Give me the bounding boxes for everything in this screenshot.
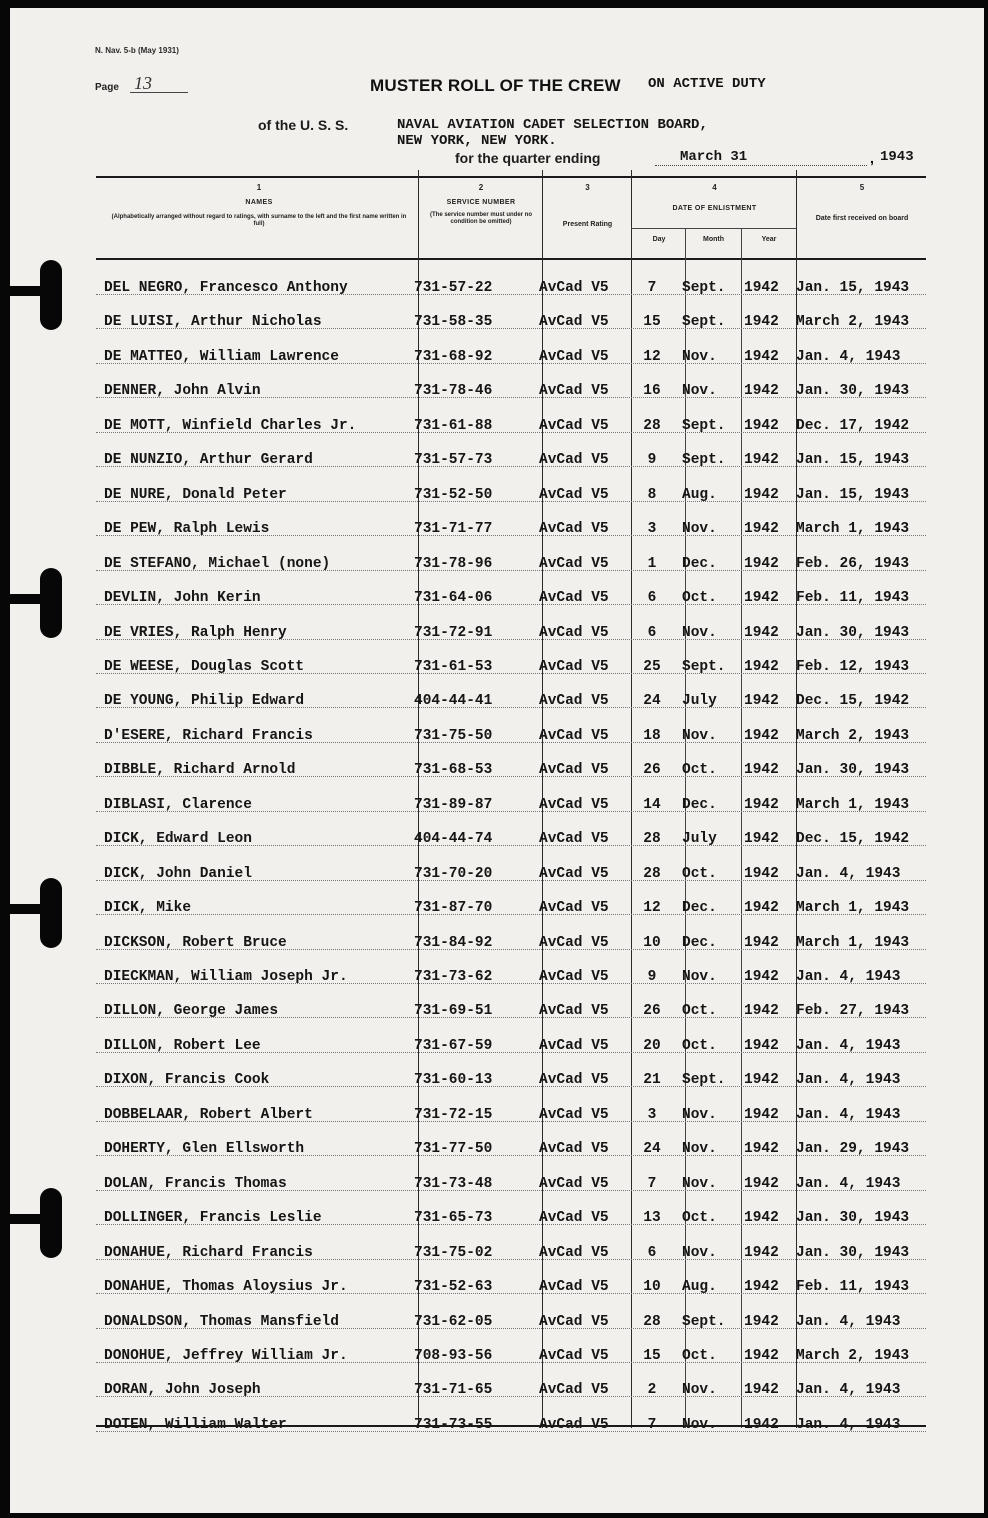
table-row: [96, 487, 926, 507]
service-number-cell: 708-93-56: [414, 1347, 493, 1364]
rating-cell: AvCad V5: [539, 314, 609, 331]
service-number-cell: 731-57-22: [414, 280, 493, 296]
rating-cell: AvCad V5: [539, 1382, 609, 1399]
rating-cell: AvCad V5: [539, 762, 609, 779]
name-cell: DE STEFANO, Michael (none): [104, 555, 331, 572]
table-row: [96, 1176, 926, 1196]
enlistment-month-cell: Sept.: [682, 658, 726, 675]
table-row: [96, 349, 926, 369]
received-date-cell: Jan. 15, 1943: [796, 452, 910, 469]
received-date-cell: Dec. 15, 1942: [796, 693, 910, 710]
name-cell: DE VRIES, Ralph Henry: [104, 624, 287, 641]
received-date-cell: March 1, 1943: [796, 521, 910, 538]
ship-location: NEW YORK, NEW YORK.: [397, 133, 557, 149]
table-row: [96, 1210, 926, 1230]
received-date-cell: Feb. 27, 1943: [796, 1003, 910, 1020]
enlistment-month-cell: Sept.: [682, 1313, 726, 1330]
name-cell: DIXON, Francis Cook: [104, 1072, 270, 1089]
table-row: [96, 521, 926, 541]
enlistment-month-cell: Sept.: [682, 417, 726, 434]
enlistment-day-cell: 6: [647, 624, 657, 641]
service-number-cell: 731-64-06: [414, 590, 493, 607]
service-number-cell: 731-61-88: [414, 417, 493, 434]
rating-cell: AvCad V5: [539, 417, 609, 434]
service-number-cell: 731-73-48: [414, 1175, 493, 1192]
table-row: [96, 728, 926, 748]
enlistment-year-cell: 1942: [744, 1175, 779, 1192]
rating-cell: AvCad V5: [539, 280, 609, 296]
enlistment-month-cell: Nov.: [682, 624, 717, 641]
enlistment-day-header: Day: [652, 236, 666, 243]
service-number-cell: 731-78-96: [414, 555, 493, 572]
service-number-cell: 731-69-51: [414, 1003, 493, 1020]
name-cell: DOTEN, William Walter: [104, 1416, 287, 1433]
enlistment-year-cell: 1942: [744, 1279, 779, 1296]
enlistment-month-cell: Dec.: [682, 555, 717, 572]
enlistment-month-cell: Oct.: [682, 590, 717, 607]
received-date-cell: March 2, 1943: [796, 314, 910, 331]
table-row: [96, 900, 926, 920]
rating-cell: AvCad V5: [539, 590, 609, 607]
enlistment-year-cell: 1942: [744, 1003, 779, 1020]
enlistment-year-cell: 1942: [744, 658, 779, 675]
rating-cell: AvCad V5: [539, 383, 609, 400]
name-cell: D'ESERE, Richard Francis: [104, 727, 313, 744]
enlistment-year-cell: 1942: [744, 280, 779, 296]
received-date-cell: March 1, 1943: [796, 934, 910, 951]
rating-cell: AvCad V5: [539, 865, 609, 882]
rating-cell: AvCad V5: [539, 1210, 609, 1227]
enlistment-day-cell: 14: [643, 796, 661, 813]
service-number-cell: 731-73-62: [414, 969, 493, 985]
ship-name: NAVAL AVIATION CADET SELECTION BOARD,: [397, 117, 708, 133]
service-number-cell: 731-60-13: [414, 1072, 493, 1089]
enlistment-month-cell: Nov.: [682, 1382, 717, 1399]
name-cell: DE WEESE, Douglas Scott: [104, 658, 305, 675]
enlistment-month-cell: Dec.: [682, 796, 717, 813]
service-number-cell: 731-52-63: [414, 1279, 493, 1296]
enlistment-day-cell: 12: [643, 348, 661, 365]
enlistment-year-cell: 1942: [744, 762, 779, 779]
received-date-cell: Jan. 30, 1943: [796, 624, 910, 641]
enlistment-year-cell: 1942: [744, 969, 779, 985]
rating-cell: AvCad V5: [539, 1416, 609, 1433]
service-number-cell: 731-73-55: [414, 1416, 493, 1433]
quarter-line: [655, 165, 867, 166]
enlistment-month-cell: Nov.: [682, 1106, 717, 1123]
rating-cell: AvCad V5: [539, 452, 609, 469]
enlistment-day-cell: 20: [643, 1037, 661, 1054]
name-cell: DILLON, George James: [104, 1003, 279, 1020]
enlistment-year-cell: 1942: [744, 348, 779, 365]
service-number-cell: 731-62-05: [414, 1313, 493, 1330]
table-row: [96, 762, 926, 782]
table-row: [96, 1279, 926, 1299]
table-row: [96, 1038, 926, 1058]
enlistment-year-cell: 1942: [744, 796, 779, 813]
received-date-cell: Jan. 4, 1943: [796, 1106, 901, 1123]
enlistment-year-cell: 1942: [744, 934, 779, 951]
name-cell: DORAN, John Joseph: [104, 1382, 261, 1399]
enlistment-subheader-rule: [631, 228, 796, 229]
service-number-cell: 731-77-50: [414, 1141, 493, 1158]
service-number-cell: 731-57-73: [414, 452, 493, 469]
received-date-cell: Jan. 29, 1943: [796, 1141, 910, 1158]
header-top-rule: [96, 176, 926, 178]
table-row: [96, 418, 926, 438]
enlistment-month-header: Month: [703, 236, 724, 243]
name-cell: DICK, Mike: [104, 900, 192, 917]
table-row: [96, 935, 926, 955]
received-date-cell: March 2, 1943: [796, 1347, 910, 1364]
enlistment-day-cell: 16: [643, 383, 661, 400]
name-cell: DONAHUE, Richard Francis: [104, 1244, 313, 1261]
enlistment-day-cell: 1: [647, 555, 657, 572]
name-cell: DICK, John Daniel: [104, 865, 252, 882]
rating-cell: AvCad V5: [539, 1072, 609, 1089]
page-number-line: [130, 92, 188, 93]
name-cell: DEVLIN, John Kerin: [104, 590, 261, 607]
rating-cell: AvCad V5: [539, 727, 609, 744]
rating-cell: AvCad V5: [539, 1106, 609, 1123]
name-cell: DOBBELAAR, Robert Albert: [104, 1106, 313, 1123]
name-cell: DE LUISI, Arthur Nicholas: [104, 314, 322, 331]
enlistment-month-cell: Sept.: [682, 280, 726, 296]
enlistment-month-cell: Sept.: [682, 452, 726, 469]
table-row: [96, 1314, 926, 1334]
rating-cell: AvCad V5: [539, 658, 609, 675]
received-date-cell: Feb. 26, 1943: [796, 555, 910, 572]
name-cell: DOLAN, Francis Thomas: [104, 1175, 287, 1192]
received-date-cell: Feb. 12, 1943: [796, 658, 910, 675]
rating-cell: AvCad V5: [539, 796, 609, 813]
name-cell: DIBLASI, Clarence: [104, 796, 252, 813]
service-number-cell: 731-75-02: [414, 1244, 493, 1261]
name-cell: DE YOUNG, Philip Edward: [104, 693, 305, 710]
enlistment-month-cell: Oct.: [682, 1037, 717, 1054]
table-row: [96, 314, 926, 334]
enlistment-year-cell: 1942: [744, 383, 779, 400]
enlistment-day-cell: 2: [647, 1382, 657, 1399]
table-row: [96, 1141, 926, 1161]
rating-cell: AvCad V5: [539, 1313, 609, 1330]
enlistment-day-cell: 28: [643, 831, 661, 848]
enlistment-day-cell: 15: [643, 1347, 661, 1364]
name-cell: DONALDSON, Thomas Mansfield: [104, 1313, 339, 1330]
received-date-cell: Jan. 30, 1943: [796, 1210, 910, 1227]
present-rating-header: 3 Present Rating: [562, 183, 613, 228]
received-date-cell: Jan. 4, 1943: [796, 1416, 901, 1433]
service-number-cell: 731-71-65: [414, 1382, 493, 1399]
rating-cell: AvCad V5: [539, 693, 609, 710]
name-cell: DE MATTEO, William Lawrence: [104, 348, 339, 365]
enlistment-year-cell: 1942: [744, 1141, 779, 1158]
service-number-cell: 731-68-53: [414, 762, 493, 779]
table-row: [96, 625, 926, 645]
enlistment-day-cell: 3: [647, 521, 657, 538]
received-date-cell: Jan. 15, 1943: [796, 486, 910, 503]
enlistment-day-cell: 21: [643, 1072, 661, 1089]
received-date-cell: Dec. 17, 1942: [796, 417, 910, 434]
form-number: N. Nav. 5-b (May 1931): [95, 46, 179, 55]
received-date-cell: Jan. 4, 1943: [796, 1313, 901, 1330]
received-date-cell: Feb. 11, 1943: [796, 1279, 910, 1296]
received-date-cell: Jan. 30, 1943: [796, 762, 910, 779]
table-row: [96, 866, 926, 886]
enlistment-month-cell: Nov.: [682, 348, 717, 365]
service-number-cell: 731-72-15: [414, 1106, 493, 1123]
enlistment-day-cell: 12: [643, 900, 661, 917]
received-date-cell: March 1, 1943: [796, 796, 910, 813]
enlistment-month-cell: Dec.: [682, 900, 717, 917]
enlistment-month-cell: Oct.: [682, 1003, 717, 1020]
name-cell: DENNER, John Alvin: [104, 383, 261, 400]
name-cell: DONOHUE, Jeffrey William Jr.: [104, 1347, 348, 1364]
rating-cell: AvCad V5: [539, 1037, 609, 1054]
enlistment-year-cell: 1942: [744, 1244, 779, 1261]
enlistment-month-cell: Dec.: [682, 934, 717, 951]
rating-cell: AvCad V5: [539, 624, 609, 641]
enlistment-day-cell: 26: [643, 1003, 661, 1020]
enlistment-day-cell: 15: [643, 314, 661, 331]
received-date-cell: Dec. 15, 1942: [796, 831, 910, 848]
name-cell: DONAHUE, Thomas Aloysius Jr.: [104, 1279, 348, 1296]
enlistment-year-cell: 1942: [744, 590, 779, 607]
service-number-cell: 731-65-73: [414, 1210, 493, 1227]
enlistment-month-cell: Oct.: [682, 762, 717, 779]
enlistment-year-cell: 1942: [744, 314, 779, 331]
name-cell: DE MOTT, Winfield Charles Jr.: [104, 417, 357, 434]
enlistment-month-cell: July: [682, 693, 717, 710]
enlistment-year-cell: 1942: [744, 417, 779, 434]
rating-cell: AvCad V5: [539, 934, 609, 951]
enlistment-day-cell: 7: [647, 1416, 657, 1433]
enlistment-day-cell: 10: [643, 934, 661, 951]
table-row: [96, 590, 926, 610]
enlistment-day-cell: 10: [643, 1279, 661, 1296]
name-cell: DOLLINGER, Francis Leslie: [104, 1210, 322, 1227]
enlistment-month-cell: Oct.: [682, 1347, 717, 1364]
name-cell: DIECKMAN, William Joseph Jr.: [104, 969, 348, 985]
enlistment-month-cell: Nov.: [682, 1141, 717, 1158]
enlistment-day-cell: 7: [647, 280, 657, 296]
service-number-cell: 731-87-70: [414, 900, 493, 917]
enlistment-month-cell: Nov.: [682, 383, 717, 400]
enlistment-year-cell: 1942: [744, 693, 779, 710]
service-number-cell: 731-67-59: [414, 1037, 493, 1054]
quarter-value: March 31: [680, 149, 748, 165]
enlistment-month-cell: Nov.: [682, 1416, 717, 1433]
enlistment-year-cell: 1942: [744, 727, 779, 744]
table-row: [96, 1107, 926, 1127]
service-number-cell: 731-78-46: [414, 383, 493, 400]
table-row: [96, 659, 926, 679]
table-row: [96, 831, 926, 851]
received-date-cell: Jan. 4, 1943: [796, 1382, 901, 1399]
received-date-cell: Jan. 4, 1943: [796, 969, 901, 985]
rating-cell: AvCad V5: [539, 900, 609, 917]
table-row: [96, 383, 926, 403]
name-cell: DE PEW, Ralph Lewis: [104, 521, 270, 538]
rating-cell: AvCad V5: [539, 1003, 609, 1020]
enlistment-year-cell: 1942: [744, 1347, 779, 1364]
table-row: [96, 556, 926, 576]
enlistment-year-cell: 1942: [744, 1210, 779, 1227]
name-cell: DIBBLE, Richard Arnold: [104, 762, 296, 779]
rating-cell: AvCad V5: [539, 555, 609, 572]
received-date-cell: Jan. 4, 1943: [796, 348, 901, 365]
document-title: MUSTER ROLL OF THE CREW: [370, 76, 621, 95]
service-number-cell: 731-58-35: [414, 314, 493, 331]
rating-cell: AvCad V5: [539, 521, 609, 538]
service-number-cell: 731-84-92: [414, 934, 493, 951]
rating-cell: AvCad V5: [539, 831, 609, 848]
enlistment-month-cell: Nov.: [682, 969, 717, 985]
enlistment-day-cell: 6: [647, 590, 657, 607]
table-row: [96, 1072, 926, 1092]
enlistment-day-cell: 24: [643, 1141, 661, 1158]
name-cell: DILLON, Robert Lee: [104, 1037, 261, 1054]
service-number-cell: 731-89-87: [414, 796, 493, 813]
enlistment-month-cell: Nov.: [682, 521, 717, 538]
enlistment-date-header: 4 DATE OF ENLISTMENT: [672, 183, 757, 212]
rating-cell: AvCad V5: [539, 1347, 609, 1364]
service-number-header: 2 SERVICE NUMBER (The service number must under no condition be omitted): [429, 183, 533, 226]
enlistment-day-cell: 26: [643, 762, 661, 779]
received-date-header: 5 Date first received on board: [815, 183, 909, 222]
enlistment-day-cell: 25: [643, 658, 661, 675]
service-number-cell: 404-44-41: [414, 693, 493, 710]
table-row: [96, 1348, 926, 1368]
enlistment-day-cell: 7: [647, 1175, 657, 1192]
rating-cell: AvCad V5: [539, 969, 609, 985]
enlistment-year-cell: 1942: [744, 1037, 779, 1054]
enlistment-day-cell: 6: [647, 1244, 657, 1261]
enlistment-month-cell: Nov.: [682, 1244, 717, 1261]
enlistment-month-cell: Oct.: [682, 1210, 717, 1227]
name-cell: DE NUNZIO, Arthur Gerard: [104, 452, 313, 469]
enlistment-year-cell: 1942: [744, 521, 779, 538]
enlistment-day-cell: 28: [643, 1313, 661, 1330]
rating-cell: AvCad V5: [539, 1141, 609, 1158]
enlistment-year-cell: 1942: [744, 1106, 779, 1123]
rating-cell: AvCad V5: [539, 1279, 609, 1296]
duty-status: ON ACTIVE DUTY: [648, 76, 766, 92]
enlistment-month-cell: Aug.: [682, 486, 717, 503]
table-row: [96, 280, 926, 300]
table-row: [96, 693, 926, 713]
enlistment-month-cell: Oct.: [682, 865, 717, 882]
table-row: [96, 969, 926, 989]
enlistment-day-cell: 28: [643, 865, 661, 882]
enlistment-year-cell: 1942: [744, 1416, 779, 1433]
service-number-cell: 731-61-53: [414, 658, 493, 675]
enlistment-year-cell: 1942: [744, 831, 779, 848]
header-bottom-rule: [96, 258, 926, 260]
received-date-cell: Jan. 30, 1943: [796, 1244, 910, 1261]
service-number-cell: 731-75-50: [414, 727, 493, 744]
enlistment-month-cell: Nov.: [682, 1175, 717, 1192]
enlistment-day-cell: 3: [647, 1106, 657, 1123]
received-date-cell: Feb. 11, 1943: [796, 590, 910, 607]
enlistment-year-cell: 1942: [744, 1382, 779, 1399]
service-number-cell: 404-44-74: [414, 831, 493, 848]
ship-label: of the U. S. S.: [258, 117, 349, 133]
rating-cell: AvCad V5: [539, 348, 609, 365]
received-date-cell: Jan. 30, 1943: [796, 383, 910, 400]
enlistment-year-cell: 1942: [744, 486, 779, 503]
enlistment-day-cell: 28: [643, 417, 661, 434]
enlistment-year-cell: 1942: [744, 865, 779, 882]
service-number-cell: 731-52-50: [414, 486, 493, 503]
rating-cell: AvCad V5: [539, 486, 609, 503]
table-row: [96, 797, 926, 817]
enlistment-year-cell: 1942: [744, 452, 779, 469]
enlistment-month-cell: Sept.: [682, 314, 726, 331]
name-cell: DICKSON, Robert Bruce: [104, 934, 287, 951]
enlistment-year-cell: 1942: [744, 624, 779, 641]
footer-rule: [96, 1425, 926, 1427]
received-date-cell: March 2, 1943: [796, 727, 910, 744]
received-date-cell: Jan. 4, 1943: [796, 1175, 901, 1192]
enlistment-month-cell: Aug.: [682, 1279, 717, 1296]
enlistment-year-cell: 1942: [744, 900, 779, 917]
enlistment-day-cell: 9: [647, 969, 657, 985]
year-value: 1943: [880, 149, 914, 165]
table-row: [96, 452, 926, 472]
received-date-cell: March 1, 1943: [796, 900, 910, 917]
rating-cell: AvCad V5: [539, 1175, 609, 1192]
enlistment-month-cell: Sept.: [682, 1072, 726, 1089]
enlistment-year-cell: 1942: [744, 555, 779, 572]
received-date-cell: Jan. 4, 1943: [796, 1037, 901, 1054]
enlistment-month-cell: July: [682, 831, 717, 848]
received-date-cell: Jan. 15, 1943: [796, 280, 910, 296]
service-number-cell: 731-71-77: [414, 521, 493, 538]
page-number: 13: [134, 73, 152, 93]
names-header: 1 NAMES (Alphabetically arranged without regard to ratings, with surname to the left and the first name written in full): [111, 183, 407, 228]
enlistment-year-header: Year: [761, 236, 777, 243]
page-label: Page: [95, 82, 119, 93]
enlistment-day-cell: 8: [647, 486, 657, 503]
name-cell: DEL NEGRO, Francesco Anthony: [104, 280, 348, 296]
enlistment-day-cell: 18: [643, 727, 661, 744]
table-row: [96, 1245, 926, 1265]
enlistment-day-cell: 13: [643, 1210, 661, 1227]
service-number-cell: 731-70-20: [414, 865, 493, 882]
table-row: [96, 1382, 926, 1402]
name-cell: DOHERTY, Glen Ellsworth: [104, 1141, 305, 1158]
name-cell: DE NURE, Donald Peter: [104, 486, 287, 503]
rating-cell: AvCad V5: [539, 1244, 609, 1261]
received-date-cell: Jan. 4, 1943: [796, 865, 901, 882]
received-date-cell: Jan. 4, 1943: [796, 1072, 901, 1089]
enlistment-year-cell: 1942: [744, 1313, 779, 1330]
enlistment-day-cell: 24: [643, 693, 661, 710]
table-row: [96, 1003, 926, 1023]
service-number-cell: 731-72-91: [414, 624, 493, 641]
name-cell: DICK, Edward Leon: [104, 831, 252, 848]
quarter-label: for the quarter ending: [455, 150, 601, 166]
year-comma: ,: [870, 150, 874, 166]
enlistment-year-cell: 1942: [744, 1072, 779, 1089]
service-number-cell: 731-68-92: [414, 348, 493, 365]
enlistment-month-cell: Nov.: [682, 727, 717, 744]
enlistment-day-cell: 9: [647, 452, 657, 469]
